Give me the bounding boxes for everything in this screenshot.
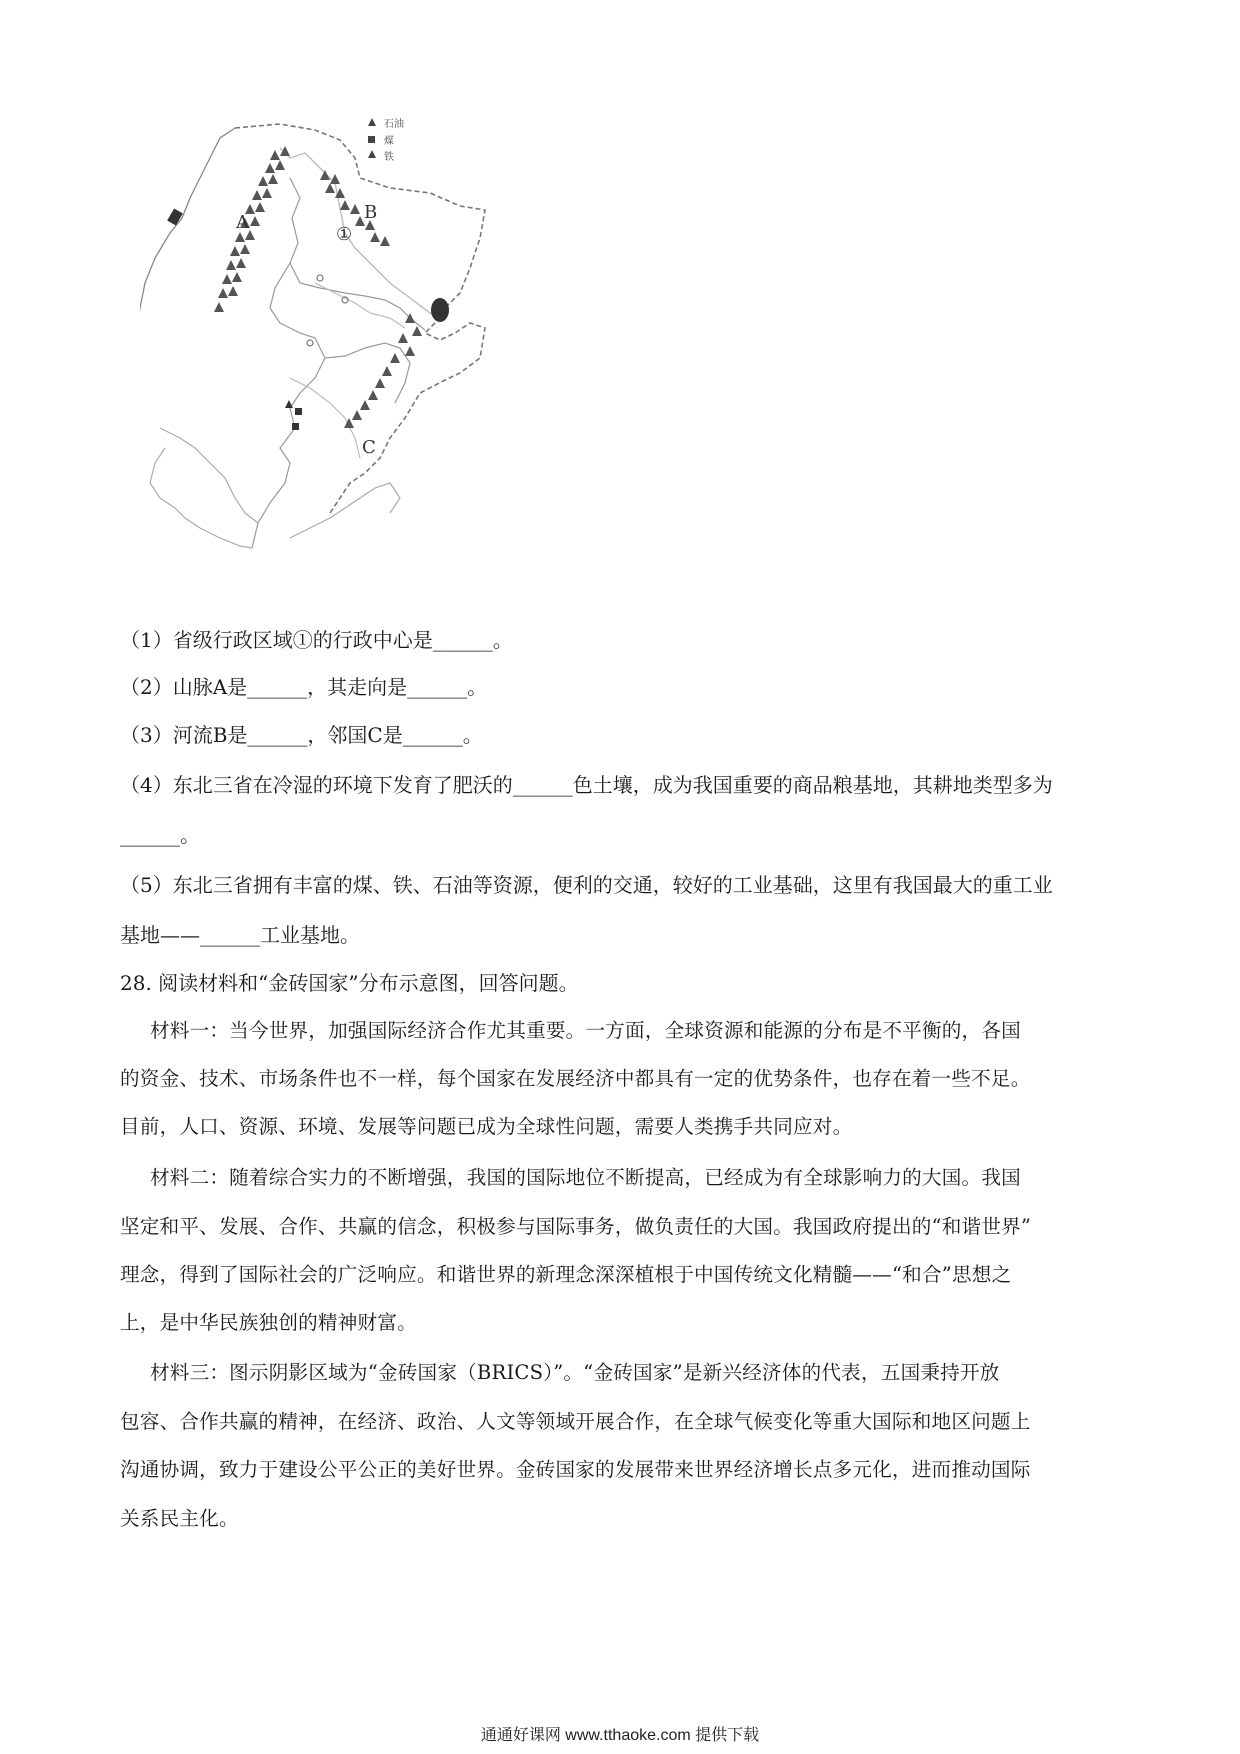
river-b [280,148,440,318]
material-1-line-3: 目前，人口、资源、环境、发展等问题已成为全球性问题，需要人类携手共同应对。 [120,1115,853,1138]
mountain-range-b [320,170,390,246]
label-region-1: ① [336,224,353,245]
material-2-line-4: 上，是中华民族独创的精神财富。 [120,1311,417,1334]
province-boundary-1 [290,178,425,330]
mountain-range-c [344,313,422,428]
material-3-line-4: 关系民主化。 [120,1507,239,1530]
question-1: （1）省级行政区域①的行政中心是______。 [120,628,513,652]
material-1-line-2: 的资金、技术、市场条件也不一样，每个国家在发展经济中都具有一定的优势条件，也存在着一些不足。 [120,1067,1031,1090]
question-5-line-1: （5）东北三省拥有丰富的煤、铁、石油等资源，便利的交通，较好的工业基础，这里有我国最大的重工业 [120,873,1053,897]
material-2-line-3: 理念，得到了国际社会的广泛响应。和谐世界的新理念深深植根于中国传统文化精髓——“和合”思想之 [120,1263,1012,1286]
question-4-line-1: （4）东北三省在冷湿的环境下发育了肥沃的______色土壤，成为我国重要的商品粮基地，其耕地类型多为 [120,773,1053,797]
material-3-line-1: 材料三：图示阴影区域为“金砖国家（BRICS）”。“金砖国家”是新兴经济体的代表，五国秉持开放 [150,1361,1000,1384]
material-2-line-2: 坚定和平、发展、合作、共赢的信念，积极参与国际事务，做负责任的大国。我国政府提出的“和谐世界” [120,1215,1032,1238]
label-b: B [364,202,378,223]
label-c: C [362,437,376,458]
mountain-range-a [214,146,290,312]
footer-download-notice: 通通好课网 www.tthaoke.com 提供下载 [480,1727,760,1744]
question-5-line-2: 基地——______工业基地。 [120,923,360,947]
material-3-line-3: 沟通协调，致力于建设公平公正的美好世界。金砖国家的发展带来世界经济增长点多元化，进而推动国际 [120,1458,1031,1481]
question-28-title: 28. 阅读材料和“金砖国家”分布示意图，回答问题。 [120,971,579,995]
northeast-china-map [140,118,550,578]
map-legend [368,118,376,158]
river-2 [315,283,405,328]
question-4-line-2: ______。 [120,823,200,847]
material-2-line-1: 材料二：随着综合实力的不断增强，我国的国际地位不断提高，已经成为有全球影响力的大国。我国 [150,1166,1021,1189]
river-3 [290,378,360,458]
material-1-line-1: 材料一：当今世界，加强国际经济合作尤其重要。一方面，全球资源和能源的分布是不平衡的，各国 [150,1019,1021,1042]
legend-iron: 铁 [384,152,394,163]
question-3: （3）河流B是______，邻国C是______。 [120,723,483,747]
label-a: A [236,212,249,233]
city-markers [307,275,348,346]
legend-oil: 石油 [384,119,404,130]
map-svg [140,118,550,578]
mineral-symbols [167,208,449,430]
question-2: （2）山脉A是______，其走向是______。 [120,675,488,699]
material-3-line-2: 包容、合作共赢的精神，在经济、政治、人文等领域开展合作，在全球气候变化等重大国际和地区问题上 [120,1410,1031,1433]
province-boundary-3 [325,343,410,403]
legend-coal: 煤 [384,136,394,147]
